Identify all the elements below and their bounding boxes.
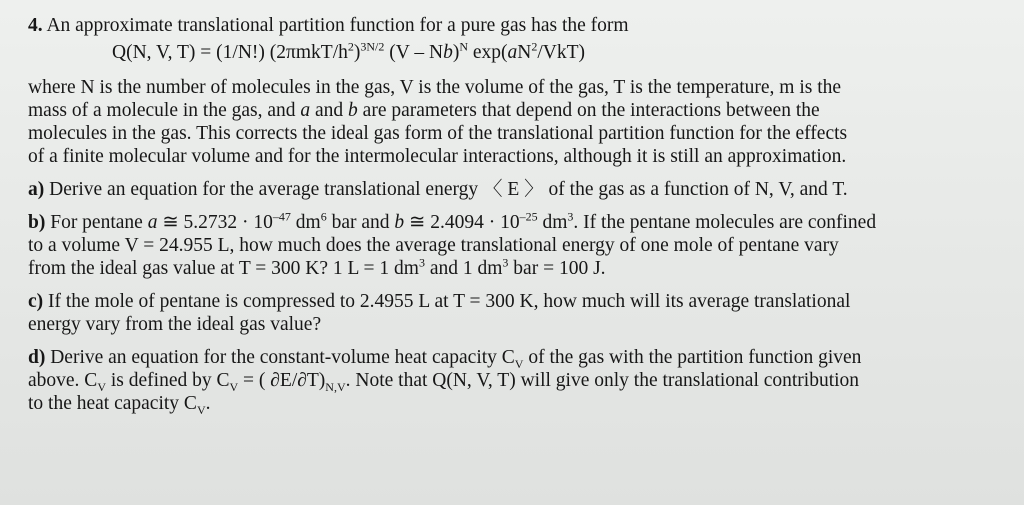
exponent: –25 <box>519 209 538 224</box>
part-b-line-2: to a volume V = 24.955 L, how much does the average translational energy of one mole of pentane vary <box>28 235 839 256</box>
formula-sup: 3N/2 <box>360 39 385 54</box>
part-c-line-1 <box>28 290 1004 313</box>
part-b-label: b) <box>28 212 46 233</box>
part-a-text: Derive an equation for the average translational energy 〈 E 〉 of the gas as a function of N, V, and T. <box>49 179 848 200</box>
question-description <box>28 76 1004 168</box>
formula-var-b: b <box>443 42 453 63</box>
part-c <box>28 290 1004 336</box>
part-b-line-1 <box>28 211 1004 234</box>
question-number: 4. <box>28 15 43 36</box>
subscript: N,V <box>325 379 346 394</box>
exponent: –47 <box>272 209 291 224</box>
unit-exponent: 6 <box>320 209 327 224</box>
part-d-line-1 <box>28 346 1004 369</box>
description-line: molecules in the gas. This corrects the ideal gas form of the translational partition function for the effects <box>28 123 848 144</box>
part-a-line <box>28 178 1004 201</box>
part-a <box>28 178 1004 201</box>
var-a: a <box>147 212 158 233</box>
partition-function-formula <box>28 41 1004 64</box>
var-b: b <box>394 212 405 233</box>
formula-sup: 2 <box>531 39 538 54</box>
text-run: and 1 dm <box>424 258 503 279</box>
text-run: . If the pentane molecules are confined <box>573 212 877 233</box>
subscript: V <box>229 379 239 394</box>
subscript: V <box>97 379 106 394</box>
text-run: to the heat capacity C <box>28 393 197 414</box>
text-run: of the gas with the partition function given <box>523 347 862 368</box>
part-b <box>28 211 1004 280</box>
formula-var-a: a <box>507 42 518 63</box>
text-run: . <box>205 393 211 414</box>
formula-part: ) <box>452 42 460 63</box>
part-d-label: d) <box>28 347 46 368</box>
text-run: and <box>310 100 349 121</box>
var-a: a <box>300 100 311 121</box>
formula-part: N <box>517 42 532 63</box>
text-run: Derive an equation for the constant-volume heat capacity C <box>50 347 515 368</box>
text-run: If the mole of pentane is compressed to 2.4955 L at T = 300 K, how much will its average translational <box>48 291 851 312</box>
text-run: above. C <box>28 370 98 391</box>
text-run: bar and <box>326 212 395 233</box>
text-run: bar = 100 J. <box>508 258 606 279</box>
part-b-line-3 <box>28 257 1004 280</box>
formula-part: ) <box>353 42 361 63</box>
text-run: . Note that Q(N, V, T) will give only the translational contribution <box>345 370 860 391</box>
subscript: V <box>196 402 206 417</box>
formula-part: /VkT) <box>537 42 586 63</box>
formula-sup: 2 <box>347 39 354 54</box>
text-run: = ( ∂E/∂T) <box>238 370 326 391</box>
text-run: from the ideal gas value at T = 300 K? 1 L = 1 dm <box>28 258 419 279</box>
question-title-text: An approximate translational partition function for a pure gas has the form <box>46 15 629 36</box>
description-line: where N is the number of molecules in the gas, V is the volume of the gas, T is the temperature, m is the <box>28 77 842 98</box>
part-d <box>28 346 1004 415</box>
part-d-line-2 <box>28 369 1004 392</box>
part-a-label: a) <box>28 179 45 200</box>
formula-part: Q(N, V, T) = (1/N!) (2πmkT/h <box>112 42 348 63</box>
text-run: mass of a molecule in the gas, and <box>28 100 301 121</box>
formula-sup: N <box>459 39 468 54</box>
part-c-label: c) <box>28 291 44 312</box>
unit: dm <box>290 212 321 233</box>
value-b: ≅ 2.4094 · 10 <box>404 212 520 233</box>
part-c-line-2: energy vary from the ideal gas value? <box>28 314 322 335</box>
description-line: of a finite molecular volume and for the intermolecular interactions, although it is still an approximation. <box>28 146 847 167</box>
unit: dm <box>537 212 568 233</box>
var-b: b <box>348 100 358 121</box>
formula-part: (V – N <box>384 42 444 63</box>
unit-exponent: 3 <box>567 209 574 224</box>
unit-exponent: 3 <box>418 255 425 270</box>
question-title <box>28 14 1004 37</box>
unit-exponent: 3 <box>502 255 509 270</box>
subscript: V <box>514 356 524 371</box>
part-d-line-3 <box>28 392 1004 415</box>
text-run: For pentane <box>50 212 148 233</box>
description-line <box>28 99 1004 122</box>
formula-part: exp( <box>467 42 508 63</box>
text-run: are parameters that depend on the interactions between the <box>357 100 820 121</box>
text-run: is defined by C <box>106 370 230 391</box>
value-a: ≅ 5.2732 · 10 <box>157 212 273 233</box>
